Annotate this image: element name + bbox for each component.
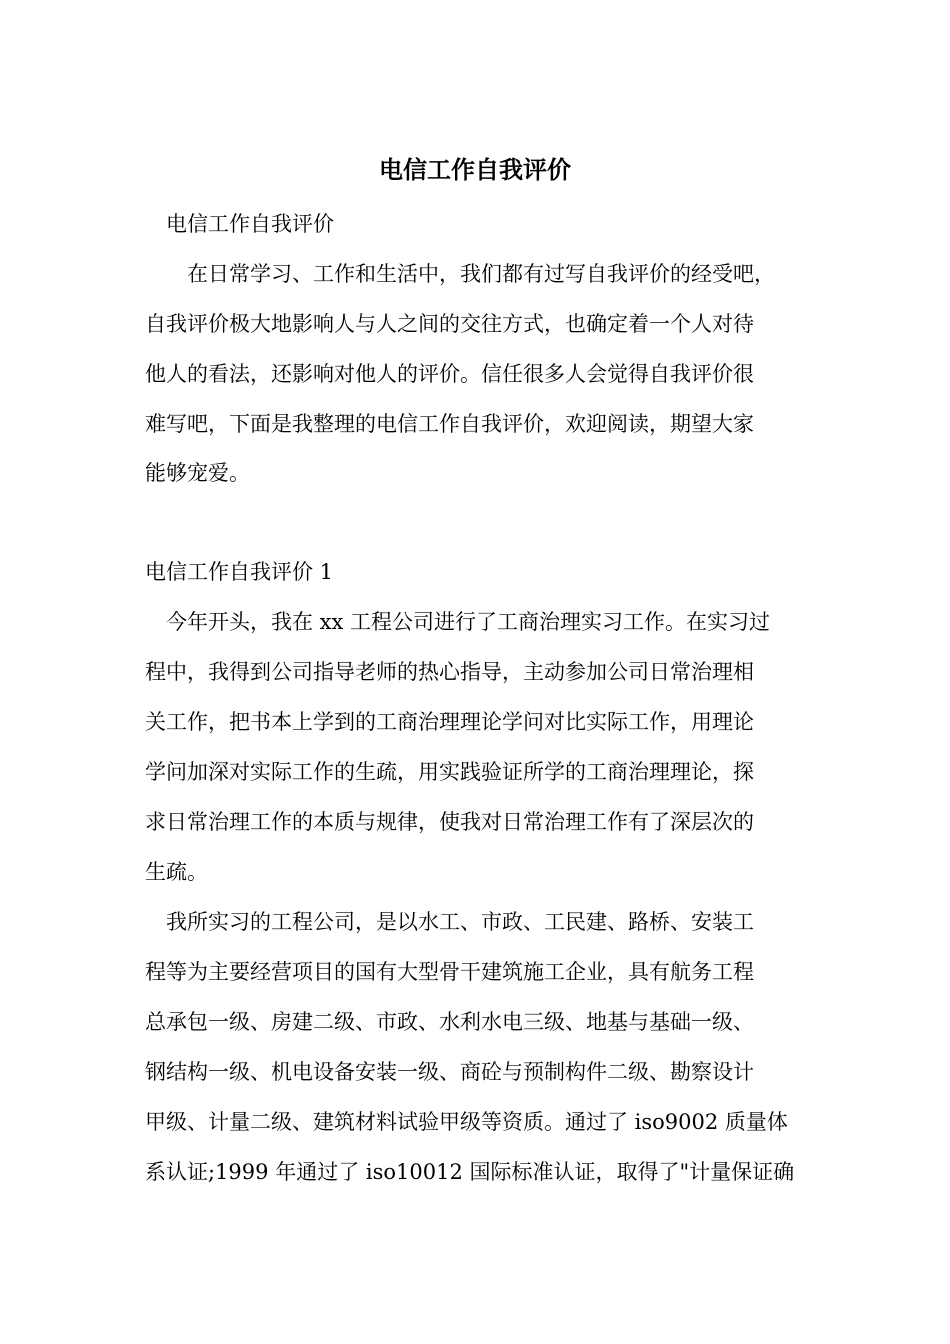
- document-title: 电信工作自我评价: [379, 155, 571, 184]
- body-line: 生疏。: [145, 860, 208, 884]
- intro-line: 自我评价极大地影响人与人之间的交往方式，也确定着一个人对待: [145, 312, 754, 336]
- body-line: 求日常治理工作的本质与规律，使我对日常治理工作有了深层次的: [145, 810, 754, 834]
- body-line: 系认证;1999 年通过了 iso10012 国际标准认证，取得了"计量保证确: [145, 1160, 795, 1184]
- body-line: 关工作，把书本上学到的工商治理理论学问对比实际工作，用理论: [145, 710, 754, 734]
- body-line: 程等为主要经营项目的国有大型骨干建筑施工企业，具有航务工程: [145, 960, 754, 984]
- body-line: 钢结构一级、机电设备安装一级、商砼与预制构件二级、勘察设计: [145, 1060, 754, 1084]
- body-line: 程中，我得到公司指导老师的热心指导，主动参加公司日常治理相: [145, 660, 754, 684]
- body-line: 我所实习的工程公司，是以水工、市政、工民建、路桥、安装工: [145, 910, 754, 934]
- section-heading: 电信工作自我评价 1: [145, 560, 334, 584]
- body-line: 甲级、计量二级、建筑材料试验甲级等资质。通过了 iso9002 质量体: [145, 1110, 788, 1134]
- body-line: 今年开头，我在 xx 工程公司进行了工商治理实习工作。在实习过: [145, 610, 771, 634]
- intro-line: 他人的看法，还影响对他人的评价。信任很多人会觉得自我评价很: [145, 362, 754, 386]
- body-line: 学问加深对实际工作的生疏，用实践验证所学的工商治理理论，探: [145, 760, 754, 784]
- intro-line: 在日常学习、工作和生活中，我们都有过写自我评价的经受吧，: [145, 262, 775, 286]
- subtitle-line: 电信工作自我评价: [145, 212, 334, 236]
- intro-line: 难写吧，下面是我整理的电信工作自我评价，欢迎阅读，期望大家: [145, 412, 754, 436]
- intro-line: 能够宠爱。: [145, 461, 250, 485]
- body-line: 总承包一级、房建二级、市政、水利水电三级、地基与基础一级、: [145, 1010, 754, 1034]
